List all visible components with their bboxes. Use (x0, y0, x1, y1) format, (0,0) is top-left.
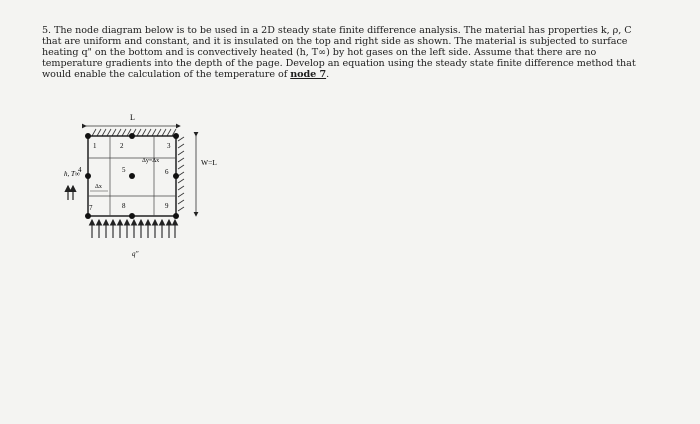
node-6 (173, 173, 179, 179)
question-line-2: that are uniform and constant, and it is insulated on the top and right side as shown. The material is subjected to surface (42, 36, 628, 47)
dy-dx-label: Δy=Δx (142, 158, 160, 164)
question-line-5-prefix: would enable the calculation of the temperature of (42, 69, 291, 80)
node-2 (129, 133, 135, 139)
question-line-1: 5. The node diagram below is to be used in a 2D steady state finite difference analysis. The material has properties k, ρ, C (42, 25, 632, 36)
node-5 (129, 173, 135, 179)
convection-label: h, T∞ (64, 170, 80, 178)
node-7-reference: node 7 (290, 69, 327, 80)
node-label-2: 2 (120, 142, 124, 150)
question-text (42, 25, 662, 80)
node-diagram (62, 108, 242, 266)
node-1 (85, 133, 91, 139)
node-label-3: 3 (167, 142, 171, 150)
question-line-5-suffix: . (326, 69, 330, 80)
node-label-7: 7 (89, 204, 93, 212)
node-label-8: 8 (122, 202, 126, 210)
heat-flux-label: q" (132, 250, 139, 258)
dx-label: Δx (95, 184, 102, 190)
node-4 (85, 173, 91, 179)
node-7 (85, 213, 91, 219)
node-9 (173, 213, 179, 219)
node-label-1: 1 (93, 142, 97, 150)
node-8 (129, 213, 135, 219)
question-line-4: temperature gradients into the depth of the page. Develop an equation using the steady state finite difference method that (42, 58, 636, 69)
convection-arrows (68, 186, 73, 200)
node-3 (173, 133, 179, 139)
node-label-5: 5 (122, 166, 126, 174)
node-label-6: 6 (165, 168, 169, 176)
question-line-5 (42, 69, 662, 80)
node-label-9: 9 (165, 202, 169, 210)
right-insulation-hatch (178, 137, 184, 211)
question-line-3: heating q" on the bottom and is convectively heated (h, T∞) by hot gases on the left side. Assume that there are no (42, 47, 597, 58)
length-label: L (130, 113, 135, 122)
width-label: W=L (201, 158, 217, 167)
heat-flux-arrows (92, 220, 175, 238)
node-label-4: 4 (78, 166, 82, 174)
